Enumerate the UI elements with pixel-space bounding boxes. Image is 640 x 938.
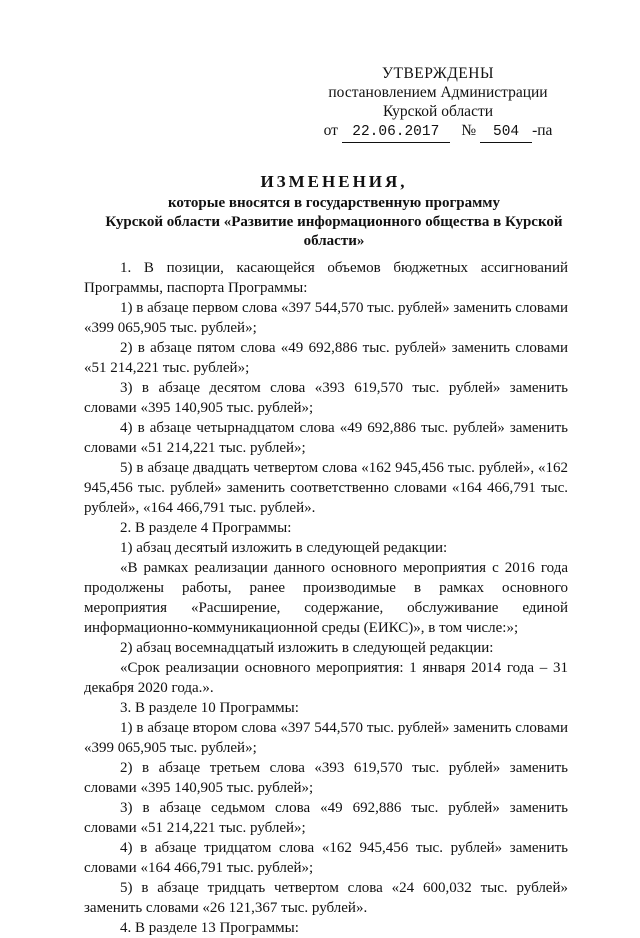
paragraph: 2) в абзаце третьем слова «393 619,570 тыс. рублей» заменить словами «395 140,905 тыс. рублей»; — [84, 760, 568, 796]
paragraph: 4) в абзаце тридцатом слова «162 945,456 тыс. рублей» заменить словами «164 466,791 тыс. рублей»; — [84, 840, 568, 876]
paragraph: «Срок реализации основного мероприятия: 1 января 2014 года – 31 декабря 2020 года.». — [84, 660, 568, 696]
order-number: 504 — [480, 123, 532, 143]
paragraph: 5) в абзаце тридцать четвертом слова «24 600,032 тыс. рублей» заменить словами «26 121,367 тыс. рублей». — [84, 880, 568, 916]
paragraph: 3) в абзаце седьмом слова «49 692,886 тыс. рублей» заменить словами «51 214,221 тыс. рублей»; — [84, 800, 568, 836]
order-line — [318, 121, 558, 143]
approval-line-1: постановлением Администрации — [328, 84, 548, 101]
paragraph: 4) в абзаце четырнадцатом слова «49 692,886 тыс. рублей» заменить словами «51 214,221 тыс. рублей»; — [84, 420, 568, 456]
paragraph: 1) абзац десятый изложить в следующей редакции: — [120, 540, 448, 556]
paragraph: 3) в абзаце десятом слова «393 619,570 тыс. рублей» заменить словами «395 140,905 тыс. рублей»; — [84, 380, 568, 416]
paragraph: 4. В разделе 13 Программы: — [120, 920, 299, 936]
paragraph: 2) в абзаце пятом слова «49 692,886 тыс. рублей» заменить словами «51 214,221 тыс. рублей»; — [84, 340, 568, 376]
paragraph: 1. В позиции, касающейся объемов бюджетных ассигнований Программы, паспорта Программы: — [84, 260, 568, 296]
number-suffix: -па — [532, 122, 553, 139]
document-heading — [84, 172, 584, 251]
approval-stamp — [318, 64, 558, 143]
approval-line-2: Курской области — [382, 103, 494, 120]
paragraph: «В рамках реализации данного основного мероприятия с 2016 года продолжены работы, ранее производимые в рамках основного мероприятия «Расширение, содержание, обслуживание единой информационно-коммуникационной среды (ЕИКС)», в том числе:»; — [84, 560, 568, 636]
paragraph: 3. В разделе 10 Программы: — [120, 700, 299, 716]
paragraph: 2. В разделе 4 Программы: — [120, 520, 292, 536]
document-title: ИЗМЕНЕНИЯ, — [260, 172, 408, 191]
paragraph: 1) в абзаце первом слова «397 544,570 тыс. рублей» заменить словами «399 065,905 тыс. рублей»; — [84, 300, 568, 336]
number-label: № — [461, 122, 477, 139]
order-date: 22.06.2017 — [342, 123, 450, 143]
subtitle-line-3: области» — [303, 233, 365, 249]
document-body — [84, 258, 568, 938]
subtitle-line-2: Курской области «Развитие информационного общества в Курской — [105, 214, 563, 230]
approval-title: УТВЕРЖДЕНЫ — [382, 65, 494, 82]
paragraph: 5) в абзаце двадцать четвертом слова «162 945,456 тыс. рублей», «162 945,456 тыс. рублей» заменить соответственно словами «164 466,791 тыс. рублей», «164 466,791 тыс. рублей». — [84, 460, 568, 516]
paragraph: 2) абзац восемнадцатый изложить в следующей редакции: — [120, 640, 494, 656]
subtitle-line-1: которые вносятся в государственную программу — [167, 195, 501, 211]
paragraph: 1) в абзаце втором слова «397 544,570 тыс. рублей» заменить словами «399 065,905 тыс. рублей»; — [84, 720, 568, 756]
from-label: от — [323, 122, 338, 139]
